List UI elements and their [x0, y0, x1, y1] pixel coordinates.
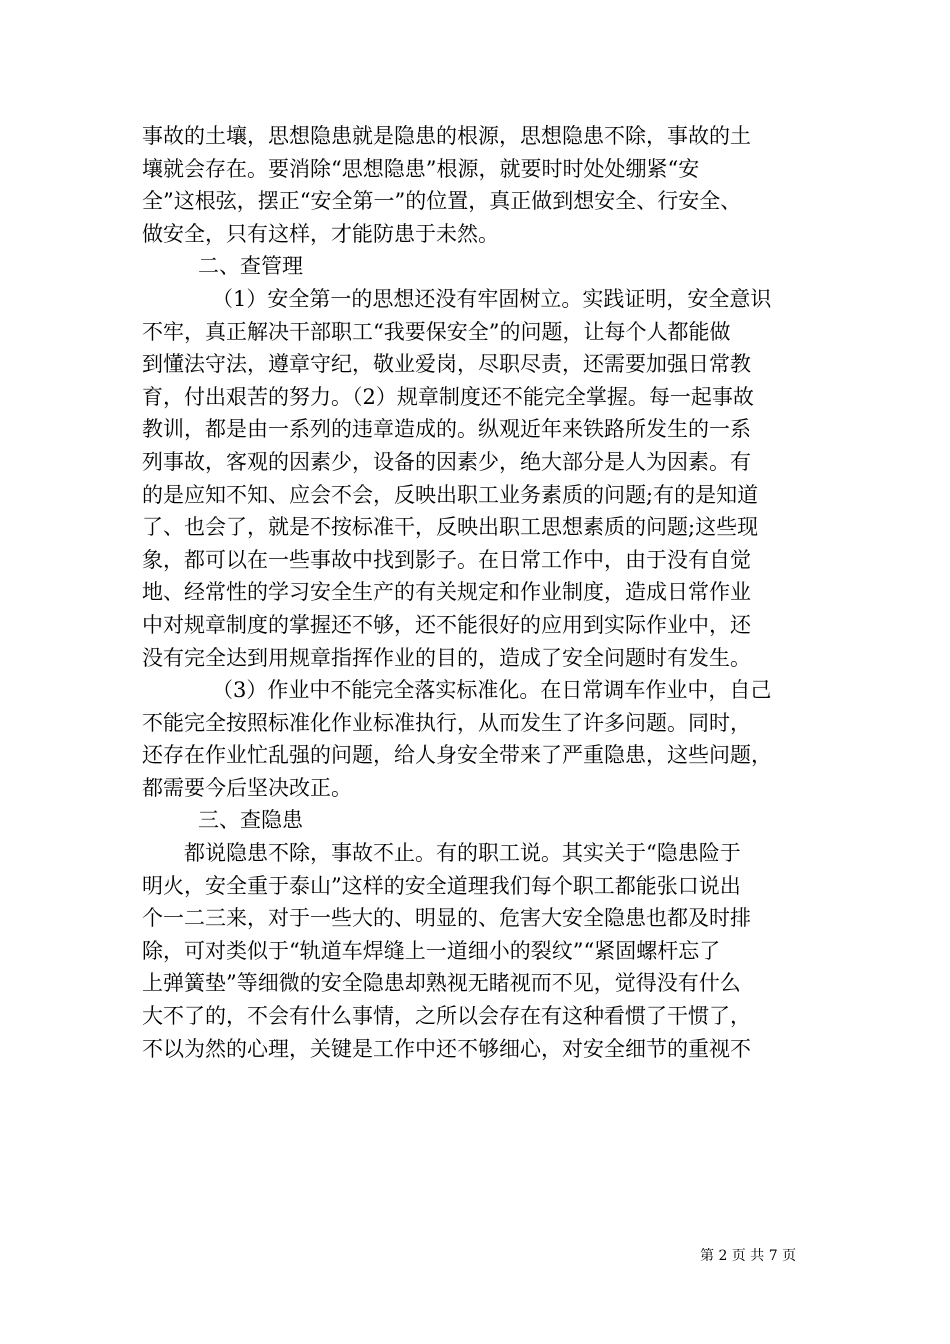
text-line: 象，都可以在一些事故中找到影子。在日常工作中，由于没有自觉 — [142, 547, 751, 572]
text-line: 除，可对类似于“轨道车焊缝上一道细小的裂纹”“紧固螺杆忘了 — [142, 938, 721, 963]
text-line: 地、经常性的学习安全生产的有关规定和作业制度，造成日常作业 — [142, 580, 751, 605]
text-line: 的是应知不知、应会不会，反映出职工业务素质的问题;有的是知道 — [142, 482, 759, 507]
text-line: 都需要今后坚决改正。 — [142, 775, 352, 800]
text-line: 不以为然的心理，关键是工作中还不够细心，对安全细节的重视不 — [142, 1036, 751, 1061]
section-heading: 三、查隐患 — [198, 808, 303, 833]
text-line: 中对规章制度的掌握还不够，还不能很好的应用到实际作业中，还 — [142, 612, 751, 637]
text-line: （1）安全第一的思想还没有牢固树立。实践证明，安全意识 — [212, 286, 772, 311]
text-line: 了、也会了，就是不按标准干，反映出职工思想素质的问题;这些现 — [142, 515, 759, 540]
text-line: 还存在作业忙乱强的问题，给人身安全带来了严重隐患，这些问题， — [142, 743, 772, 768]
text-line: 不能完全按照标准化作业标准执行，从而发生了许多问题。同时， — [142, 710, 751, 735]
document-body — [142, 120, 810, 1065]
text-line: 都说隐患不除，事故不止。有的职工说。其实关于“隐患险于 — [184, 841, 741, 866]
text-line: 上弹簧垫”等细微的安全隐患却熟视无睹视而不见，觉得没有什么 — [142, 971, 741, 996]
text-line: 明火，安全重于泰山”这样的安全道理我们每个职工都能张口说出 — [142, 873, 741, 898]
text-line: 没有完全达到用规章指挥作业的目的，造成了安全问题时有发生。 — [142, 645, 751, 670]
text-line: 壤就会存在。要消除“思想隐患”根源，就要时时处处绷紧“安 — [142, 156, 700, 181]
text-line: 到懂法守法，遵章守纪，敬业爱岗，尽职尽责，还需要加强日常教 — [142, 352, 751, 377]
page-number: 第 2 页 共 7 页 — [700, 1248, 797, 1264]
text-line: 教训，都是由一系列的违章造成的。纵观近年来铁路所发生的一系 — [142, 417, 751, 442]
text-line: 个一二三来，对于一些大的、明显的、危害大安全隐患也都及时排 — [142, 906, 751, 931]
text-line: 不牢，真正解决干部职工“我要保安全”的问题，让每个人都能做 — [142, 319, 731, 344]
text-line: （3）作业中不能完全落实标准化。在日常调车作业中，自己 — [212, 678, 772, 703]
text-line: 育，付出艰苦的努力。（2）规章制度还不能完全掌握。每一起事故 — [142, 384, 754, 409]
text-line: 大不了的，不会有什么事情，之所以会存在有这种看惯了干惯了， — [142, 1004, 751, 1029]
text-line: 列事故，客观的因素少，设备的因素少，绝大部分是人为因素。有 — [142, 449, 751, 474]
section-heading: 二、查管理 — [198, 254, 303, 279]
text-line: 全”这根弦，摆正“安全第一”的位置，真正做到想安全、行安全、 — [142, 189, 742, 214]
text-line: 做安全，只有这样，才能防患于未然。 — [142, 221, 499, 246]
text-line: 事故的土壤，思想隐患就是隐患的根源，思想隐患不除，事故的土 — [142, 124, 751, 148]
